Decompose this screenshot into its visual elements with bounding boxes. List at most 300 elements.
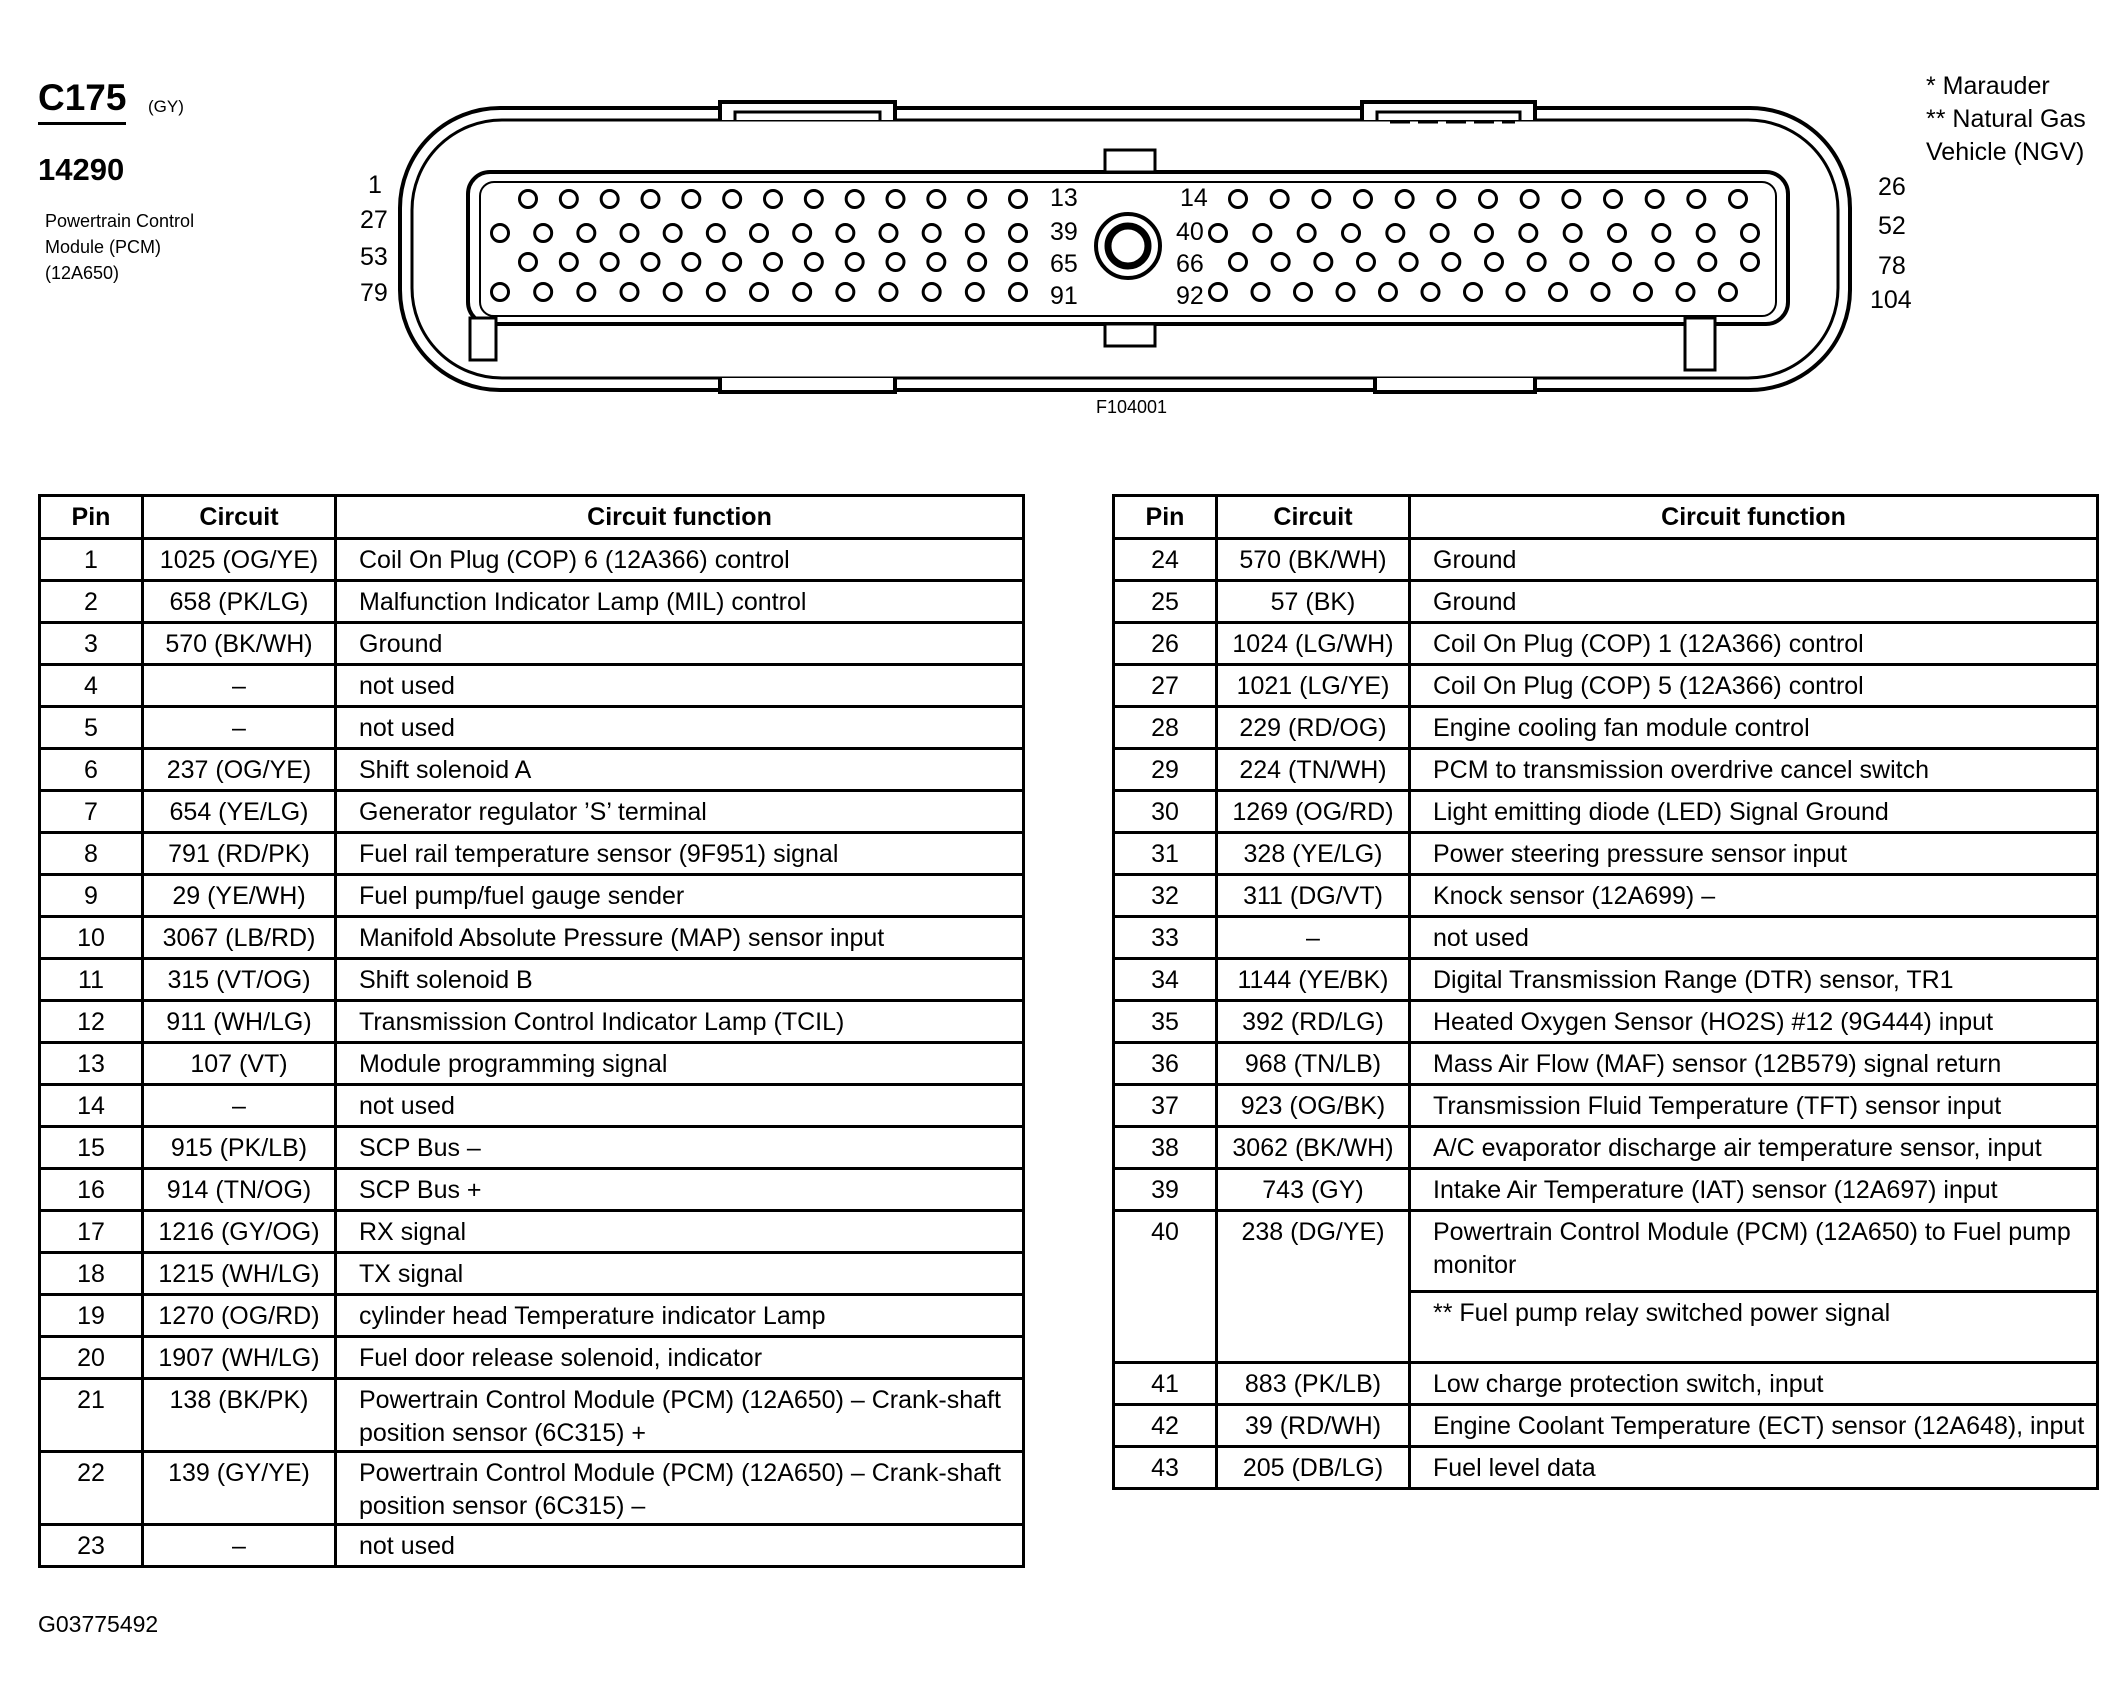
pin-cell: 15: [40, 1127, 143, 1169]
table-row: [40, 1169, 1024, 1211]
table-row: [1114, 1001, 2098, 1043]
function-cell: Shift solenoid B: [336, 959, 1024, 1001]
row-label-left: 53: [360, 243, 388, 271]
circuit-cell: 1269 (OG/RD): [1217, 791, 1410, 833]
table-row: [1114, 623, 2098, 665]
pin-hole: [751, 225, 768, 242]
pin-hole: [1507, 284, 1524, 301]
pin-hole: [805, 254, 822, 271]
function-cell: Mass Air Flow (MAF) sensor (12B579) signal return: [1410, 1043, 2098, 1085]
pin-hole: [1656, 254, 1673, 271]
pin-hole: [520, 191, 537, 208]
pin-hole: [1563, 191, 1580, 208]
circuit-cell: 1270 (OG/RD): [143, 1295, 336, 1337]
circuit-cell: 968 (TN/LB): [1217, 1043, 1410, 1085]
function-cell: SCP Bus –: [336, 1127, 1024, 1169]
circuit-cell: 1215 (WH/LG): [143, 1253, 336, 1295]
pin-cell: 23: [40, 1525, 143, 1567]
function-cell: Malfunction Indicator Lamp (MIL) control: [336, 581, 1024, 623]
pin-hole: [621, 225, 638, 242]
pinout-table-left-body: [40, 539, 1024, 1567]
circuit-cell: –: [143, 1525, 336, 1567]
pin-hole: [1010, 225, 1027, 242]
function-cell: Shift solenoid A: [336, 749, 1024, 791]
note-ngv: ** Natural Gas: [1926, 105, 2086, 133]
pin-cell: 38: [1114, 1127, 1217, 1169]
pin-hole: [805, 191, 822, 208]
pin-hole: [969, 191, 986, 208]
pin-hole: [707, 225, 724, 242]
pin-hole: [1337, 284, 1354, 301]
table-row: [40, 1452, 1024, 1525]
function-cell: not used: [336, 1525, 1024, 1567]
pin-hole: [880, 284, 897, 301]
table-row: [1114, 539, 2098, 581]
function-cell: Transmission Fluid Temperature (TFT) sensor input: [1410, 1085, 2098, 1127]
pin-hole: [887, 254, 904, 271]
pin-cell: 43: [1114, 1447, 1217, 1489]
pin-cell: 24: [1114, 539, 1217, 581]
pin-cell: 22: [40, 1452, 143, 1525]
row-label-mid-left: 91: [1050, 282, 1078, 310]
pin-hole: [923, 225, 940, 242]
pin-hole: [1230, 254, 1247, 271]
pin-hole: [928, 191, 945, 208]
note-ngv-cont: Vehicle (NGV): [1926, 138, 2085, 166]
pin-hole: [966, 284, 983, 301]
function-cell: Engine Coolant Temperature (ECT) sensor (12A648), input: [1410, 1405, 2098, 1447]
table-row: [1114, 1043, 2098, 1085]
pin-cell: 19: [40, 1295, 143, 1337]
pin-cell: 10: [40, 917, 143, 959]
pin-hole: [535, 284, 552, 301]
function-cell: Fuel pump/fuel gauge sender: [336, 875, 1024, 917]
pin-cell: 5: [40, 707, 143, 749]
pin-hole: [794, 225, 811, 242]
function-cell: Coil On Plug (COP) 6 (12A366) control: [336, 539, 1024, 581]
pin-cell: 30: [1114, 791, 1217, 833]
function-cell: TX signal: [336, 1253, 1024, 1295]
function-cell: Manifold Absolute Pressure (MAP) sensor input: [336, 917, 1024, 959]
module-line: Powertrain Control: [45, 211, 195, 231]
pin-hole: [1431, 225, 1448, 242]
table-row: [1114, 1127, 2098, 1169]
function-cell: Ground: [336, 623, 1024, 665]
function-cell: PCM to transmission overdrive cancel switch: [1410, 749, 2098, 791]
pin-hole: [1614, 254, 1631, 271]
pin-hole: [1688, 191, 1705, 208]
circuit-cell: 238 (DG/YE): [1217, 1211, 1410, 1363]
pin-hole: [765, 191, 782, 208]
table-row: [1114, 1363, 2098, 1405]
circuit-cell: 328 (YE/LG): [1217, 833, 1410, 875]
pin-hole: [578, 284, 595, 301]
function-cell: Powertrain Control Module (PCM) (12A650) – Crank-shaft position sensor (6C315) –: [336, 1452, 1024, 1525]
pin-cell: 16: [40, 1169, 143, 1211]
header-function: Circuit function: [1410, 496, 2098, 539]
pin-cell: 32: [1114, 875, 1217, 917]
table-row: [40, 791, 1024, 833]
header-pin: Pin: [40, 496, 143, 539]
table-row: [40, 1337, 1024, 1379]
pin-hole: [1592, 284, 1609, 301]
pin-cell: 37: [1114, 1085, 1217, 1127]
pin-hole: [794, 284, 811, 301]
pin-cell: 3: [40, 623, 143, 665]
pin-hole: [1422, 284, 1439, 301]
pin-hole: [601, 254, 618, 271]
pin-hole: [1605, 191, 1622, 208]
circuit-cell: 1907 (WH/LG): [143, 1337, 336, 1379]
pinout-table-right: [1112, 494, 2099, 1490]
pin-hole: [1400, 254, 1417, 271]
pin-hole: [560, 254, 577, 271]
function-text-ngv: ** Fuel pump relay switched power signal: [1411, 1290, 2096, 1361]
pin-cell: 18: [40, 1253, 143, 1295]
pin-cell: 7: [40, 791, 143, 833]
table-row: [1114, 1405, 2098, 1447]
table-row: [1114, 1447, 2098, 1489]
pin-hole: [724, 254, 741, 271]
table-row: [1114, 665, 2098, 707]
row-label-left: 79: [360, 279, 388, 307]
table-row: [1114, 1211, 2098, 1363]
table-row: [40, 665, 1024, 707]
circuit-cell: –: [143, 665, 336, 707]
circuit-cell: 392 (RD/LG): [1217, 1001, 1410, 1043]
pin-hole: [1476, 225, 1493, 242]
row-label-right: 104: [1870, 286, 1912, 314]
circuit-cell: 3062 (BK/WH): [1217, 1127, 1410, 1169]
pin-hole: [492, 284, 509, 301]
circuit-cell: 205 (DB/LG): [1217, 1447, 1410, 1489]
header-circuit: Circuit: [143, 496, 336, 539]
circuit-cell: 570 (BK/WH): [143, 623, 336, 665]
pin-hole: [1571, 254, 1588, 271]
pin-hole: [642, 191, 659, 208]
pin-cell: 8: [40, 833, 143, 875]
row-label-left: 1: [368, 171, 382, 199]
function-cell: cylinder head Temperature indicator Lamp: [336, 1295, 1024, 1337]
pin-hole: [1315, 254, 1332, 271]
pin-hole: [707, 284, 724, 301]
function-cell: not used: [336, 707, 1024, 749]
pin-cell: 4: [40, 665, 143, 707]
pin-cell: 29: [1114, 749, 1217, 791]
pin-cell: 35: [1114, 1001, 1217, 1043]
circuit-cell: –: [143, 1085, 336, 1127]
pin-hole: [837, 225, 854, 242]
pin-hole: [1252, 284, 1269, 301]
pin-hole: [923, 284, 940, 301]
function-cell: not used: [1410, 917, 2098, 959]
circuit-cell: 914 (TN/OG): [143, 1169, 336, 1211]
function-cell: Heated Oxygen Sensor (HO2S) #12 (9G444) input: [1410, 1001, 2098, 1043]
circuit-cell: 139 (GY/YE): [143, 1452, 336, 1525]
pin-hole: [1010, 284, 1027, 301]
pin-cell: 42: [1114, 1405, 1217, 1447]
table-row: [40, 1043, 1024, 1085]
pin-hole: [1443, 254, 1460, 271]
pin-hole: [1730, 191, 1747, 208]
pin-cell: 1: [40, 539, 143, 581]
circuit-cell: 1024 (LG/WH): [1217, 623, 1410, 665]
pin-hole: [1254, 225, 1271, 242]
function-cell: Powertrain Control Module (PCM) (12A650) – Crank-shaft position sensor (6C315) +: [336, 1379, 1024, 1452]
pin-cell: 2: [40, 581, 143, 623]
table-row: [1114, 1169, 2098, 1211]
table-row: [1114, 749, 2098, 791]
pin-hole: [837, 284, 854, 301]
table-row: [40, 1085, 1024, 1127]
row-label-mid-right: 40: [1176, 218, 1204, 246]
function-cell: Light emitting diode (LED) Signal Ground: [1410, 791, 2098, 833]
pin-hole: [928, 254, 945, 271]
circuit-cell: –: [143, 707, 336, 749]
table-row: [1114, 833, 2098, 875]
row-label-mid-right: 14: [1180, 184, 1208, 212]
table-row: [1114, 917, 2098, 959]
connector-color-code: (GY): [148, 97, 184, 116]
pin-hole: [1646, 191, 1663, 208]
pin-hole: [1010, 191, 1027, 208]
table-row: [40, 833, 1024, 875]
table-row: [40, 1211, 1024, 1253]
circuit-cell: 923 (OG/BK): [1217, 1085, 1410, 1127]
table-row: [1114, 1085, 2098, 1127]
pin-hole: [1520, 225, 1537, 242]
function-cell: [1410, 1211, 2098, 1363]
pin-hole: [1677, 284, 1694, 301]
pin-hole: [1653, 225, 1670, 242]
pin-cell: 34: [1114, 959, 1217, 1001]
circuit-cell: 315 (VT/OG): [143, 959, 336, 1001]
circuit-cell: 229 (RD/OG): [1217, 707, 1410, 749]
pin-cell: 14: [40, 1085, 143, 1127]
function-cell: Generator regulator ’S’ terminal: [336, 791, 1024, 833]
pin-cell: 13: [40, 1043, 143, 1085]
pin-hole: [664, 284, 681, 301]
circuit-cell: –: [1217, 917, 1410, 959]
table-row: [40, 1379, 1024, 1452]
pin-hole: [601, 191, 618, 208]
graphic-id: G03775492: [38, 1611, 159, 1637]
pin-hole: [1272, 254, 1289, 271]
pinout-table-left: [38, 494, 1025, 1568]
pin-cell: 40: [1114, 1211, 1217, 1363]
row-label-right: 78: [1878, 252, 1906, 280]
header-function: Circuit function: [336, 496, 1024, 539]
pin-hole: [1396, 191, 1413, 208]
pin-hole: [535, 225, 552, 242]
function-cell: Coil On Plug (COP) 5 (12A366) control: [1410, 665, 2098, 707]
table-row: [40, 917, 1024, 959]
pin-hole: [1635, 284, 1652, 301]
table-row: [40, 959, 1024, 1001]
function-cell: Intake Air Temperature (IAT) sensor (12A697) input: [1410, 1169, 2098, 1211]
function-cell: A/C evaporator discharge air temperature sensor, input: [1410, 1127, 2098, 1169]
pin-cell: 33: [1114, 917, 1217, 959]
table-row: [40, 1253, 1024, 1295]
pin-hole: [1564, 225, 1581, 242]
pin-hole: [751, 284, 768, 301]
circuit-cell: 1216 (GY/OG): [143, 1211, 336, 1253]
pin-hole: [846, 191, 863, 208]
pin-hole: [1313, 191, 1330, 208]
table-row: [40, 581, 1024, 623]
table-row: [1114, 707, 2098, 749]
figure-id: F104001: [1096, 397, 1168, 417]
pin-hole: [1742, 225, 1759, 242]
pin-hole: [765, 254, 782, 271]
function-cell: Ground: [1410, 539, 2098, 581]
pin-hole: [724, 191, 741, 208]
circuit-cell: 237 (OG/YE): [143, 749, 336, 791]
circuit-cell: 570 (BK/WH): [1217, 539, 1410, 581]
pin-hole: [1387, 225, 1404, 242]
pin-hole: [1210, 225, 1227, 242]
pin-hole: [1699, 254, 1716, 271]
pin-hole: [1521, 191, 1538, 208]
circuit-cell: 57 (BK): [1217, 581, 1410, 623]
pin-hole: [1271, 191, 1288, 208]
note-marauder: * Marauder: [1926, 72, 2050, 100]
header-circuit: Circuit: [1217, 496, 1410, 539]
function-cell: Engine cooling fan module control: [1410, 707, 2098, 749]
function-cell: not used: [336, 1085, 1024, 1127]
circuit-cell: 1021 (LG/YE): [1217, 665, 1410, 707]
pin-cell: 9: [40, 875, 143, 917]
pin-hole: [492, 225, 509, 242]
pin-cell: 21: [40, 1379, 143, 1452]
pin-cell: 12: [40, 1001, 143, 1043]
function-cell: Knock sensor (12A699) –: [1410, 875, 2098, 917]
pin-hole: [560, 191, 577, 208]
pin-hole: [1010, 254, 1027, 271]
function-text: Powertrain Control Module (PCM) (12A650) to Fuel pump monitor: [1433, 1218, 2071, 1279]
function-cell: not used: [336, 665, 1024, 707]
pin-hole: [887, 191, 904, 208]
pin-hole: [1438, 191, 1455, 208]
circuit-cell: 743 (GY): [1217, 1169, 1410, 1211]
row-label-left: 27: [360, 206, 388, 234]
function-cell: RX signal: [336, 1211, 1024, 1253]
part-number: 14290: [38, 152, 125, 187]
pin-hole: [966, 225, 983, 242]
pin-hole: [1298, 225, 1315, 242]
pin-cell: 11: [40, 959, 143, 1001]
pin-cell: 36: [1114, 1043, 1217, 1085]
pin-hole: [1355, 191, 1372, 208]
row-label-mid-left: 39: [1050, 218, 1078, 246]
function-cell: Module programming signal: [336, 1043, 1024, 1085]
circuit-cell: 29 (YE/WH): [143, 875, 336, 917]
pin-cell: 31: [1114, 833, 1217, 875]
pin-hole: [1486, 254, 1503, 271]
row-label-mid-right: 66: [1176, 250, 1204, 278]
circuit-cell: 654 (YE/LG): [143, 791, 336, 833]
circuit-cell: 39 (RD/WH): [1217, 1405, 1410, 1447]
row-label-right: 52: [1878, 212, 1906, 240]
pin-hole: [1210, 284, 1227, 301]
pin-hole: [846, 254, 863, 271]
table-row: [40, 623, 1024, 665]
circuit-cell: 1025 (OG/YE): [143, 539, 336, 581]
pinout-table-right-body: [1114, 539, 2098, 1489]
circuit-cell: 3067 (LB/RD): [143, 917, 336, 959]
table-row: [40, 1525, 1024, 1567]
row-label-mid-left: 65: [1050, 250, 1078, 278]
pin-cell: 27: [1114, 665, 1217, 707]
pin-cell: 26: [1114, 623, 1217, 665]
row-label-right: 26: [1878, 173, 1906, 201]
pin-hole: [683, 191, 700, 208]
circuit-cell: 883 (PK/LB): [1217, 1363, 1410, 1405]
table-row: [40, 1295, 1024, 1337]
pin-hole: [1465, 284, 1482, 301]
function-cell: Fuel rail temperature sensor (9F951) signal: [336, 833, 1024, 875]
circuit-cell: 658 (PK/LG): [143, 581, 336, 623]
table-row: [40, 707, 1024, 749]
function-cell: Fuel level data: [1410, 1447, 2098, 1489]
function-cell: Ground: [1410, 581, 2098, 623]
circuit-cell: 224 (TN/WH): [1217, 749, 1410, 791]
pin-hole: [1230, 191, 1247, 208]
row-label-mid-left: 13: [1050, 184, 1078, 212]
pin-hole: [520, 254, 537, 271]
function-cell: Power steering pressure sensor input: [1410, 833, 2098, 875]
circuit-cell: 107 (VT): [143, 1043, 336, 1085]
pin-cell: 25: [1114, 581, 1217, 623]
table-row: [40, 1127, 1024, 1169]
pin-hole: [621, 284, 638, 301]
pin-hole: [1550, 284, 1567, 301]
circuit-cell: 311 (DG/VT): [1217, 875, 1410, 917]
function-cell: SCP Bus +: [336, 1169, 1024, 1211]
pin-hole: [1480, 191, 1497, 208]
table-row: [40, 749, 1024, 791]
connector-id: C175: [38, 76, 126, 125]
table-row: [40, 1001, 1024, 1043]
function-cell: Transmission Control Indicator Lamp (TCIL): [336, 1001, 1024, 1043]
pin-hole: [969, 254, 986, 271]
pin-hole: [642, 254, 659, 271]
pin-hole: [1343, 225, 1360, 242]
pin-hole: [1697, 225, 1714, 242]
pin-hole: [578, 225, 595, 242]
pin-hole: [880, 225, 897, 242]
pin-hole: [1742, 254, 1759, 271]
table-row: [1114, 791, 2098, 833]
pin-hole: [683, 254, 700, 271]
table-row: [1114, 959, 2098, 1001]
function-cell: Coil On Plug (COP) 1 (12A366) control: [1410, 623, 2098, 665]
circuit-cell: 911 (WH/LG): [143, 1001, 336, 1043]
circuit-cell: 915 (PK/LB): [143, 1127, 336, 1169]
pin-hole: [664, 225, 681, 242]
circuit-cell: 791 (RD/PK): [143, 833, 336, 875]
table-row: [1114, 581, 2098, 623]
pin-cell: 17: [40, 1211, 143, 1253]
function-cell: Fuel door release solenoid, indicator: [336, 1337, 1024, 1379]
table-row: [1114, 875, 2098, 917]
circuit-cell: 138 (BK/PK): [143, 1379, 336, 1452]
pin-cell: 41: [1114, 1363, 1217, 1405]
header-pin: Pin: [1114, 496, 1217, 539]
function-cell: Digital Transmission Range (DTR) sensor, TR1: [1410, 959, 2098, 1001]
pin-cell: 6: [40, 749, 143, 791]
function-cell: Low charge protection switch, input: [1410, 1363, 2098, 1405]
